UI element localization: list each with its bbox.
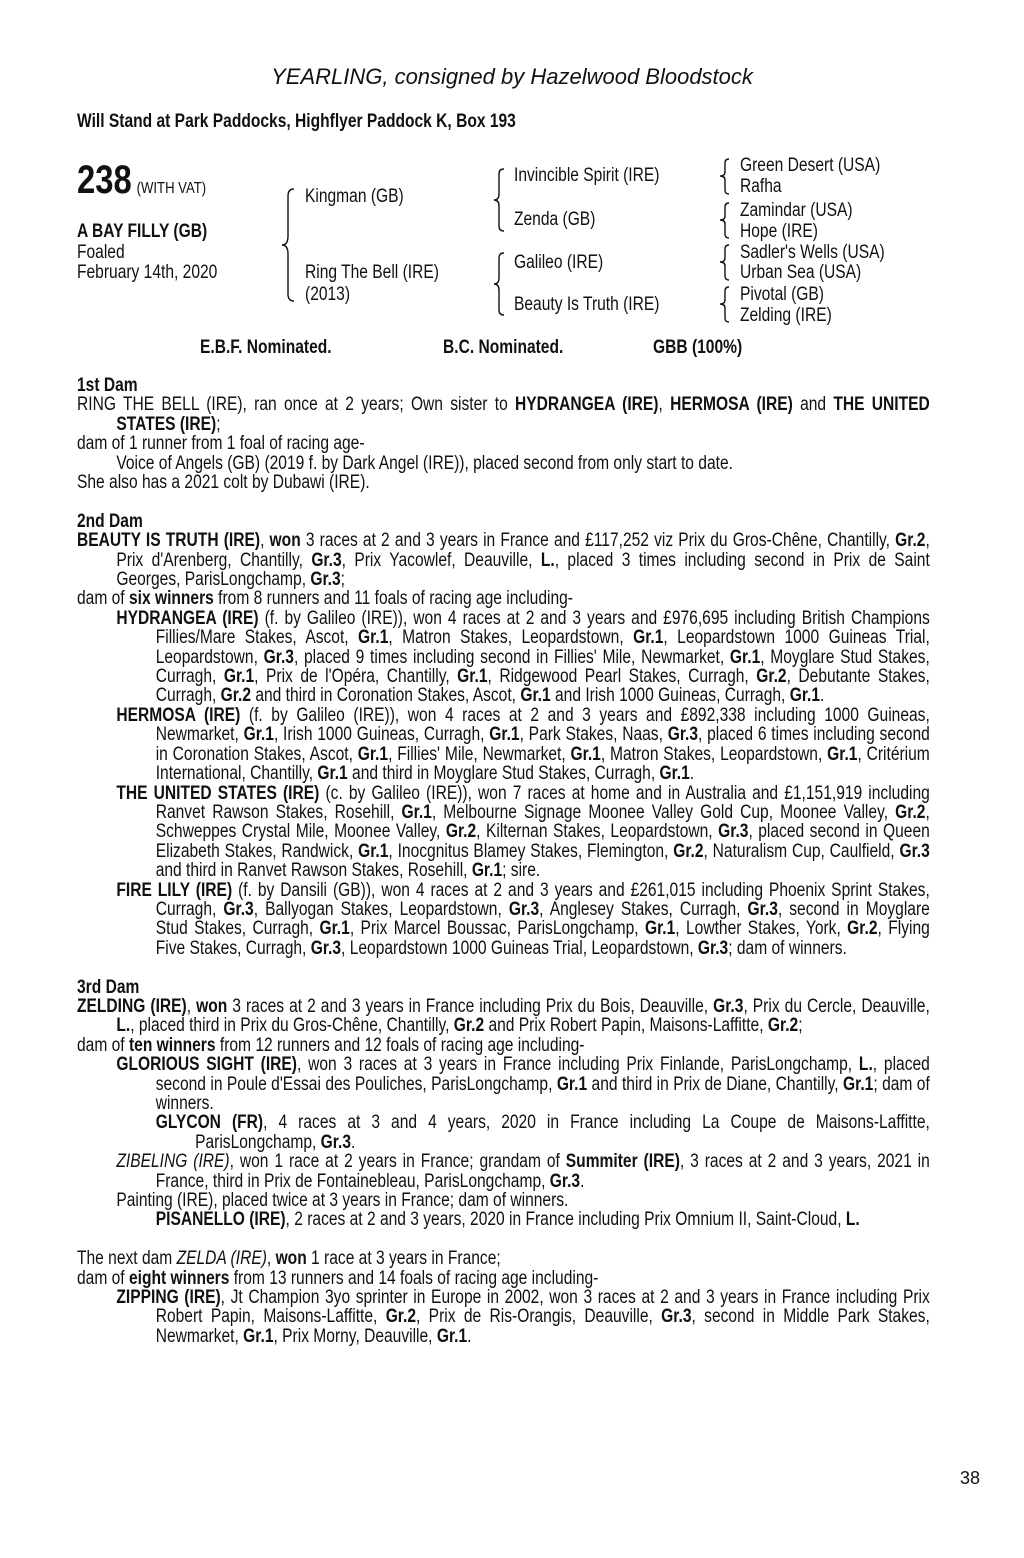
bold-text: FIRE LILY (IRE): [116, 879, 233, 901]
bold-text: six winners: [128, 588, 214, 610]
bold-text: Gr.2: [385, 1306, 417, 1328]
text: , Fillies' Mile, Newmarket,: [388, 743, 571, 765]
text: ; dam of winners.: [728, 937, 847, 959]
bold-text: eight winners: [128, 1267, 230, 1289]
text: (f. by Galileo (IRE)), won 4 races at 2 and 3 years and £976,695 including British Champions Fillies/Mare Stakes, Ascot,: [155, 607, 930, 649]
bold-text: L.: [845, 1209, 860, 1231]
bold-text: Gr.1: [570, 743, 601, 765]
text: , Kilternan Stakes, Leopardstown,: [476, 821, 719, 843]
section-title: 2nd Dam: [77, 510, 143, 532]
text: , second in Middle Park Stakes, Newmarket,: [155, 1306, 930, 1347]
bold-text: Gr.1: [729, 646, 761, 668]
bold-text: Summiter (IRE): [565, 1151, 680, 1173]
text: , Jt Champion 3yo sprinter in Europe in 2002, won 3 races at 2 and 3 years in France including Prix Robert Papin, Maisons-Laffitte,: [155, 1287, 930, 1328]
text: and third in Moyglare Stud Stakes, Curragh,: [347, 763, 660, 785]
bold-text: Gr.2: [847, 918, 878, 940]
text: , Naturalism Cup, Caulfield,: [703, 840, 900, 862]
pedigree-granddam: Beauty Is Truth (IRE): [514, 294, 660, 315]
stabling-location: Will Stand at Park Paddocks, Highflyer Paddock K, Box 193: [77, 111, 516, 132]
bold-text: Gr.1: [556, 1073, 588, 1095]
bold-text: Gr.3: [223, 898, 254, 920]
bold-text: Gr.2: [767, 1015, 799, 1037]
progeny-entry: [116, 1191, 929, 1210]
bold-text: Gr.3: [549, 1170, 581, 1192]
dam-section: [77, 1249, 930, 1346]
text: ,: [260, 530, 270, 552]
dam-section: [77, 978, 930, 1230]
text: ;: [340, 569, 346, 591]
text: ;: [798, 1015, 803, 1037]
bold-text: Gr.3: [320, 1131, 351, 1153]
dam-section: [77, 512, 930, 958]
bold-text: Gr.3: [697, 937, 729, 959]
bold-text: Gr.2: [756, 666, 787, 688]
bold-text: HYDRANGEA (IRE): [515, 394, 659, 416]
pedigree-ancestor: Zelding (IRE): [740, 305, 832, 326]
text: , Melbourne Signage Moonee Valley Gold Cup, Moonee Valley,: [431, 801, 896, 823]
bold-text: Gr.3: [311, 549, 342, 571]
text: ,: [266, 1248, 276, 1270]
progeny-entry: [116, 1055, 929, 1113]
pedigree-ancestor: Pivotal (GB): [740, 284, 824, 305]
text: , Leopardstown 1000 Guineas Trial, Leopardstown,: [155, 627, 930, 668]
ebf-nomination: E.B.F. Nominated.: [200, 337, 332, 358]
pedigree-grandsire: Invincible Spirit (IRE): [514, 165, 660, 186]
lot-heading: [77, 158, 206, 203]
bold-text: Gr.1: [358, 840, 389, 862]
text: , Lowther Stakes, York,: [675, 918, 848, 940]
pedigree-granddam: Zenda (GB): [514, 209, 596, 230]
text: from 8 runners and 11 foals of racing age including-: [213, 588, 573, 610]
bold-text: Gr.3: [661, 1306, 692, 1328]
lot-number: 238: [77, 158, 132, 202]
bold-text: Gr.3: [718, 821, 749, 843]
text: , second in Moyglare Stud Stakes, Curragh,: [155, 898, 930, 940]
bold-text: Gr.3: [310, 569, 341, 591]
dam-record: [77, 1036, 930, 1055]
progeny-entry: [116, 784, 929, 881]
pedigree-ancestor: Zamindar (USA): [740, 200, 853, 221]
bold-text: ten winners: [128, 1034, 216, 1056]
bold-text: Gr.1: [223, 666, 255, 688]
lot-name: A BAY FILLY (GB): [77, 221, 208, 242]
text: .: [467, 1325, 472, 1347]
pedigree-ancestor: Sadler's Wells (USA): [740, 242, 885, 263]
bold-text: Gr.1: [319, 918, 350, 940]
bold-text: Gr.3: [310, 937, 342, 959]
text: , Prix de l'Opéra, Chantilly,: [254, 666, 458, 688]
pedigree-brace: [718, 158, 736, 196]
text: 3 races at 2 and 3 years in France and £117,252 viz Prix du Gros-Chêne, Chantilly,: [300, 530, 896, 552]
text: .: [820, 685, 825, 707]
progeny-entry: [116, 454, 929, 473]
text: , Anglesey Stakes, Curragh,: [539, 898, 748, 920]
text: from 13 runners and 14 foals of racing age including-: [229, 1267, 599, 1289]
bold-text: Gr.1: [789, 685, 821, 707]
pedigree-brace: [718, 286, 736, 324]
text: and Irish 1000 Guineas, Curragh,: [550, 685, 790, 707]
text: , 4 races at 3 and 4 years, 2020 in France including La Coupe de Maisons-Laffitte, ParisLongchamp,: [195, 1112, 930, 1153]
pedigree-brace: [718, 244, 736, 282]
pedigree-ancestor: Urban Sea (USA): [740, 262, 862, 283]
bold-text: Gr.1: [471, 860, 503, 882]
text: , placed second in Queen Elizabeth Stakes, Randwick,: [155, 821, 930, 862]
pedigree-ancestor: Green Desert (USA): [740, 155, 881, 176]
pedigree-dam-year: (2013): [305, 284, 351, 305]
bold-text: Gr.1: [401, 801, 432, 823]
text: , Schweppes Crystal Mile, Moonee Valley,: [155, 801, 930, 843]
text: , won 3 races at 3 years in France including Prix Finlande, ParisLongchamp,: [296, 1054, 859, 1076]
dam-record: [77, 997, 930, 1036]
progeny-entry: [116, 706, 929, 784]
bold-text: HYDRANGEA (IRE): [116, 607, 259, 629]
dam-record: [77, 473, 930, 492]
text: , Prix du Cercle, Deauville,: [743, 995, 930, 1017]
text: She also has a 2021 colt by Dubawi (IRE).: [77, 472, 370, 494]
text: ; dam of winners.: [155, 1073, 930, 1114]
text: dam of: [77, 1267, 129, 1289]
bold-text: Gr.1: [243, 724, 274, 746]
bold-text: Gr.2: [895, 801, 926, 823]
bold-text: Gr.2: [220, 685, 251, 707]
text: , Debutante Stakes, Curragh,: [155, 666, 930, 707]
page-number: 38: [960, 1468, 981, 1488]
text: 3 races at 2 and 3 years in France including Prix du Bois, Deauville,: [227, 995, 714, 1017]
text: , Prix de Ris-Orangis, Deauville,: [416, 1306, 662, 1328]
pedigree-brace: [718, 202, 736, 240]
dam-record: [77, 395, 930, 434]
text: ;: [216, 413, 221, 435]
bold-text: Gr.2: [673, 840, 704, 862]
bold-text: Gr.1: [436, 1325, 468, 1347]
bold-text: GLORIOUS SIGHT (IRE): [116, 1054, 297, 1076]
text: Painting (IRE), placed twice at 3 years in France; dam of winners.: [116, 1190, 569, 1212]
bold-text: won: [196, 995, 228, 1017]
text: (f. by Galileo (IRE)), won 4 races at 2 and 3 years and £892,338 including 1000 Guineas, Newmarket,: [155, 704, 930, 746]
bold-text: THE UNITED STATES (IRE): [116, 394, 930, 435]
text: , Prix Yacowlef, Deauville,: [341, 549, 541, 571]
bold-text: Gr.3: [747, 898, 778, 920]
catalogue-header: YEARLING, consigned by Hazelwood Bloodstock: [271, 64, 753, 89]
text: , placed third in Prix du Gros-Chêne, Chantilly,: [130, 1015, 454, 1037]
dam-record: [77, 589, 930, 608]
text: , Irish 1000 Guineas, Curragh,: [273, 724, 490, 746]
bold-text: HERMOSA (IRE): [116, 704, 241, 726]
bold-text: Gr.1: [842, 1073, 874, 1095]
gbb-status: GBB (100%): [653, 337, 743, 358]
text: , Inocgnitus Blamey Stakes, Flemington,: [388, 840, 674, 862]
text: (f. by Dansili (GB)), won 4 races at 2 and 3 years and £261,015 including Phoenix Sprint Stakes, Curragh,: [155, 879, 930, 920]
text: (c. by Galileo (IRE)), won 7 races at home and in Australia and £1,151,919 including Ranvet Rawson Stakes, Rosehill,: [155, 782, 930, 823]
pedigree-ancestor: Hope (IRE): [740, 221, 818, 242]
bold-text: Gr.2: [895, 530, 926, 552]
italic-text: ZELDA (IRE): [176, 1248, 267, 1270]
bold-text: GLYCON (FR): [155, 1112, 264, 1134]
bold-text: L.: [858, 1054, 873, 1076]
bold-text: Gr.1: [357, 743, 389, 765]
text: , Prix Morny, Deauville,: [273, 1325, 437, 1347]
progeny-entry: [116, 1152, 929, 1191]
text: 1 race at 3 years in France;: [306, 1248, 501, 1270]
dam-record: [77, 1269, 930, 1288]
progeny-entry: [116, 881, 929, 959]
bold-text: Gr.1: [644, 918, 676, 940]
text: .: [350, 1131, 356, 1153]
pedigree-brace: [280, 188, 300, 303]
text: , Prix d'Arenberg, Chantilly,: [116, 530, 930, 571]
dam-record: [77, 531, 930, 589]
section-title: 1st Dam: [77, 375, 138, 396]
italic-text: ZIBELING (IRE): [116, 1151, 230, 1173]
text: Voice of Angels (GB) (2019 f. by Dark Angel (IRE)), placed second from only start to date.: [116, 452, 733, 474]
bold-text: ZIPPING (IRE): [116, 1287, 221, 1309]
text: ,: [658, 394, 671, 416]
progeny-entry: [156, 1210, 930, 1229]
text: , Ridgewood Pearl Stakes, Curragh,: [487, 666, 757, 688]
vat-note: (WITH VAT): [136, 180, 207, 197]
bold-text: Gr.1: [520, 685, 551, 707]
bold-text: Gr.1: [659, 763, 690, 785]
text: ,: [186, 995, 197, 1017]
text: , placed 3 times including second in Prix de Saint Georges, ParisLongchamp,: [116, 549, 930, 591]
dam-record: [77, 434, 930, 453]
bold-text: BEAUTY IS TRUTH (IRE): [77, 530, 261, 552]
text: .: [580, 1170, 585, 1192]
text: The next dam: [77, 1248, 177, 1270]
text: ; sire.: [502, 860, 541, 882]
bold-text: Gr.1: [243, 1325, 274, 1347]
progeny-entry: [116, 609, 929, 706]
text: and third in Coronation Stakes, Ascot,: [250, 685, 521, 707]
text: , Critérium International, Chantilly,: [155, 743, 930, 785]
pedigree-brace: [492, 168, 512, 233]
text: .: [689, 763, 695, 785]
text: and Prix Robert Papin, Maisons-Laffitte,: [484, 1015, 768, 1037]
pedigree-ancestor: Rafha: [740, 176, 782, 197]
text: , Matron Stakes, Leopardstown,: [388, 627, 634, 649]
text: , placed 9 times including second in Fillies' Mile, Newmarket,: [293, 646, 730, 668]
bold-text: ZELDING (IRE): [77, 995, 187, 1017]
text: , Matron Stakes, Leopardstown,: [600, 743, 828, 765]
bold-text: L.: [116, 1015, 131, 1037]
text: , Moyglare Stud Stakes, Curragh,: [155, 646, 930, 688]
bold-text: won: [275, 1248, 307, 1270]
text: , placed second in Poule d'Essai des Pouliches, ParisLongchamp,: [155, 1054, 930, 1095]
pedigree-dam: Ring The Bell (IRE): [305, 262, 439, 283]
text: RING THE BELL (IRE), ran once at 2 years; Own sister to: [77, 394, 516, 416]
bold-text: Gr.1: [633, 627, 664, 649]
bold-text: Gr.1: [358, 627, 389, 649]
dam-record: [77, 1249, 930, 1268]
text: , won 1 race at 2 years in France; grandam of: [229, 1151, 566, 1173]
section-title: 3rd Dam: [77, 976, 140, 998]
bold-text: Gr.3: [667, 724, 699, 746]
bold-text: Gr.2: [453, 1015, 485, 1037]
text: , Flying Five Stakes, Curragh,: [155, 918, 930, 959]
text: dam of: [77, 588, 129, 610]
dam-section: [77, 376, 930, 492]
bold-text: Gr.2: [445, 821, 477, 843]
bold-text: Gr.3: [263, 646, 294, 668]
bold-text: won: [269, 530, 301, 552]
bold-text: Gr.3: [899, 840, 930, 862]
bold-text: Gr.1: [827, 743, 858, 765]
text: from 12 runners and 12 foals of racing age including-: [215, 1034, 585, 1056]
text: and third in Prix de Diane, Chantilly,: [587, 1073, 843, 1095]
foaled-date: February 14th, 2020: [77, 262, 218, 283]
text: and third in Ranvet Rawson Stakes, Rosehill,: [155, 860, 472, 882]
text: , Prix Marcel Boussac, ParisLongchamp,: [349, 918, 645, 940]
bold-text: Gr.3: [508, 898, 540, 920]
pedigree-sire: Kingman (GB): [305, 186, 404, 207]
text: , Leopardstown 1000 Guineas Trial, Leopardstown,: [341, 937, 698, 959]
bold-text: Gr.1: [489, 724, 520, 746]
bold-text: THE UNITED STATES (IRE): [116, 782, 320, 804]
bold-text: Gr.1: [317, 763, 348, 785]
text: , Park Stakes, Naas,: [519, 724, 668, 746]
bold-text: Gr.1: [457, 666, 488, 688]
bold-text: PISANELLO (IRE): [155, 1209, 286, 1231]
text: , 2 races at 2 and 3 years, 2020 in France including Prix Omnium II, Saint-Cloud,: [285, 1209, 846, 1231]
produce-record: [77, 376, 930, 1366]
text: , placed 6 times including second in Coronation Stakes, Ascot,: [155, 724, 930, 765]
progeny-entry: [156, 1113, 930, 1152]
foaled-label: Foaled: [77, 242, 125, 263]
bold-text: Gr.3: [713, 995, 744, 1017]
text: dam of: [77, 1034, 129, 1056]
progeny-entry: [116, 1288, 929, 1346]
bold-text: L.: [540, 549, 555, 571]
text: dam of 1 runner from 1 foal of racing age-: [77, 433, 365, 455]
text: , 3 races at 2 and 3 years, 2021 in France, third in Prix de Fontainebleau, ParisLongchamp,: [155, 1151, 930, 1192]
pedigree-grandsire: Galileo (IRE): [514, 252, 604, 273]
bc-nomination: B.C. Nominated.: [443, 337, 564, 358]
bold-text: HERMOSA (IRE): [670, 394, 793, 416]
text: , Ballyogan Stakes, Leopardstown,: [253, 898, 509, 920]
pedigree-brace: [492, 252, 512, 317]
text: and: [792, 394, 834, 416]
